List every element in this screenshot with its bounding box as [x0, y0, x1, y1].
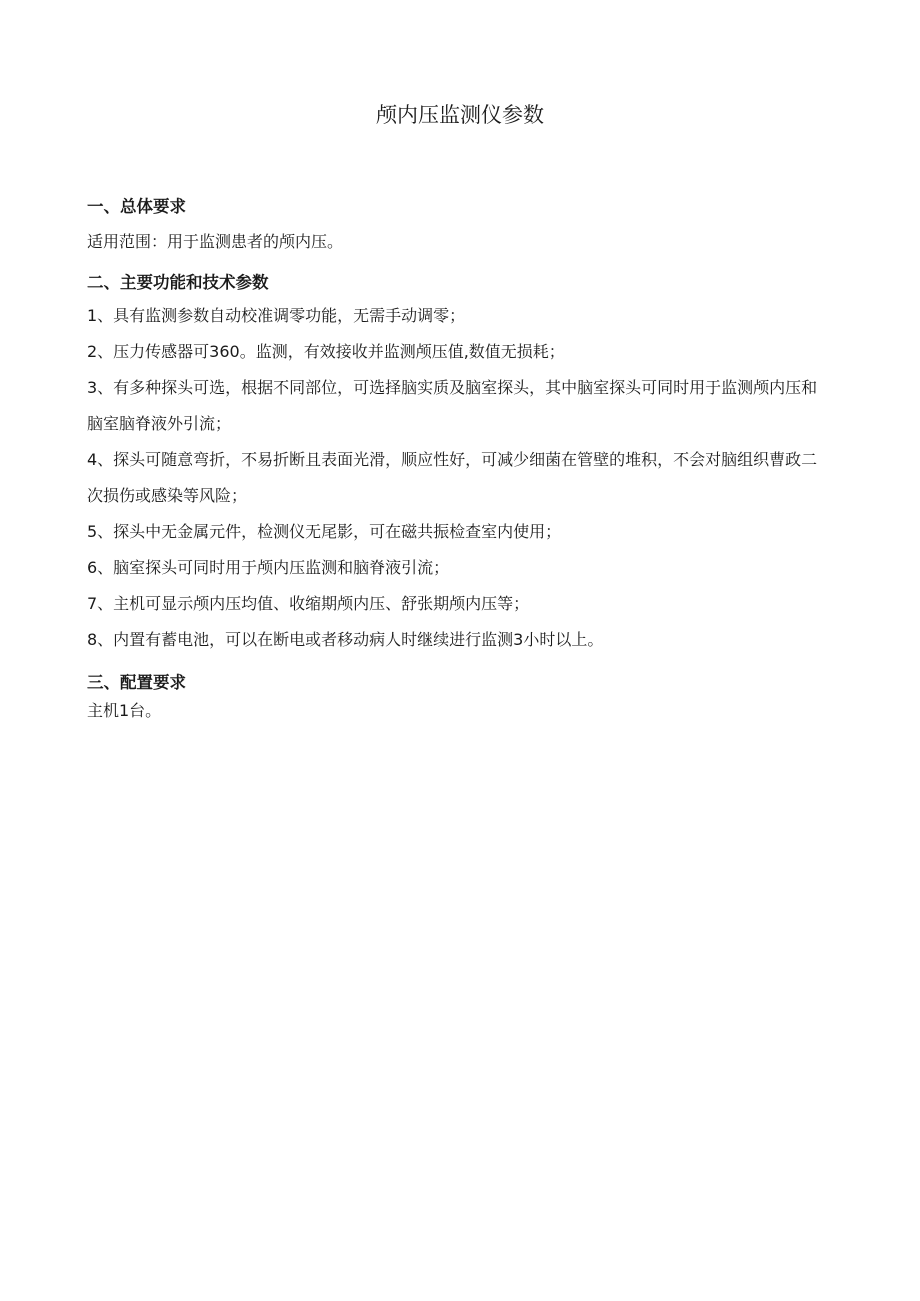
- parameter-item: 3、有多种探头可选，根据不同部位，可选择脑实质及脑室探头，其中脑室探头可同时用于监测颅内压和脑室脑脊液外引流；: [87, 378, 818, 433]
- parameter-list: [87, 298, 827, 658]
- parameter-item: 1、具有监测参数自动校准调零功能，无需手动调零；: [87, 306, 466, 325]
- document-body: [87, 194, 827, 726]
- parameter-item: 2、压力传感器可360。监测，有效接收并监测颅压值,数值无损耗；: [87, 342, 565, 361]
- configuration-text: 主机1台。: [87, 701, 162, 720]
- parameter-item: 4、探头可随意弯折，不易折断且表面光滑，顺应性好，可减少细菌在管壁的堆积，不会对脑组织曹政二次损伤或感染等风险；: [87, 450, 818, 505]
- section-heading-functions: 二、主要功能和技术参数: [87, 273, 269, 292]
- parameter-item: 7、主机可显示颅内压均值、收缩期颅内压、舒张期颅内压等；: [87, 594, 530, 613]
- parameter-item: 5、探头中无金属元件，检测仪无尾影，可在磁共振检查室内使用；: [87, 522, 562, 541]
- section-general-requirements: [87, 194, 827, 260]
- scope-text: 适用范围：用于监测患者的颅内压。: [87, 232, 344, 251]
- section-heading-general: 一、总体要求: [87, 197, 186, 216]
- section-configuration: [87, 670, 827, 726]
- parameter-item: 8、内置有蓄电池，可以在断电或者移动病人时继续进行监测3小时以上。: [87, 630, 604, 649]
- section-functions-parameters: [87, 270, 827, 658]
- document-title: 颅内压监测仪参数: [376, 103, 544, 127]
- section-heading-configuration: 三、配置要求: [87, 673, 186, 692]
- parameter-item: 6、脑室探头可同时用于颅内压监测和脑脊液引流；: [87, 558, 450, 577]
